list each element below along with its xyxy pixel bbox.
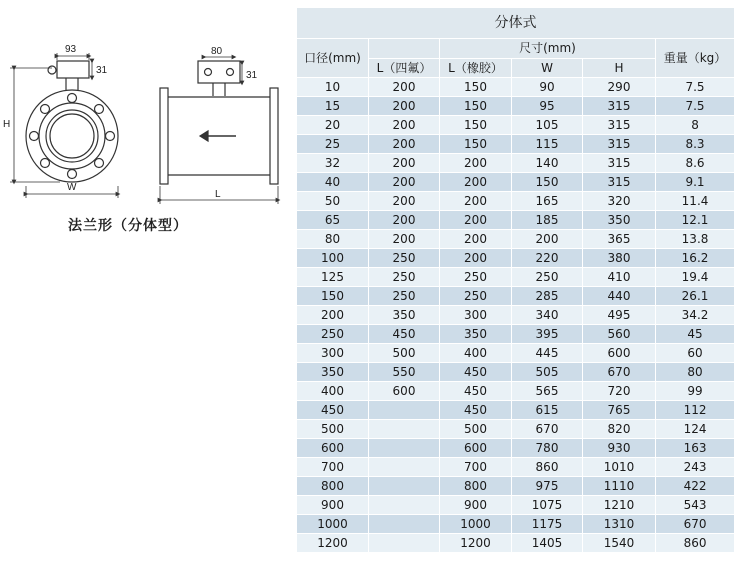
cell-h: 315 [583, 173, 656, 192]
table-row [297, 268, 735, 287]
cell-w: 185 [512, 211, 583, 230]
cell-diameter: 150 [297, 287, 369, 306]
table-row [297, 363, 735, 382]
cell-l-rubber: 150 [440, 116, 512, 135]
cell-h: 315 [583, 154, 656, 173]
cell-l-rubber: 350 [440, 325, 512, 344]
table-row [297, 458, 735, 477]
cell-l-rubber: 250 [440, 268, 512, 287]
cell-h: 380 [583, 249, 656, 268]
cell-l-rubber: 700 [440, 458, 512, 477]
cell-l-ptfe [369, 477, 440, 496]
cell-h: 1210 [583, 496, 656, 515]
cell-h: 1110 [583, 477, 656, 496]
cell-weight: 670 [656, 515, 735, 534]
cell-l-ptfe [369, 439, 440, 458]
cell-w: 395 [512, 325, 583, 344]
col-header-h: H [583, 58, 656, 78]
dim-side-right: 31 [246, 70, 258, 81]
cell-diameter: 10 [297, 78, 369, 97]
cell-l-ptfe: 200 [369, 230, 440, 249]
cell-weight: 8.6 [656, 154, 735, 173]
cell-diameter: 700 [297, 458, 369, 477]
cell-diameter: 800 [297, 477, 369, 496]
cell-diameter: 200 [297, 306, 369, 325]
cell-diameter: 20 [297, 116, 369, 135]
cell-l-ptfe [369, 515, 440, 534]
cell-h: 930 [583, 439, 656, 458]
cell-l-ptfe: 550 [369, 363, 440, 382]
cell-l-rubber: 400 [440, 344, 512, 363]
col-header-l-ptfe: L（四氟） [369, 58, 440, 78]
cell-diameter: 65 [297, 211, 369, 230]
table-row [297, 306, 735, 325]
cell-h: 410 [583, 268, 656, 287]
cell-weight: 19.4 [656, 268, 735, 287]
cell-h: 1540 [583, 534, 656, 553]
cell-w: 780 [512, 439, 583, 458]
cell-l-ptfe: 200 [369, 154, 440, 173]
flange-drawing [0, 0, 295, 561]
cell-weight: 7.5 [656, 78, 735, 97]
cell-l-ptfe [369, 420, 440, 439]
cell-l-rubber: 150 [440, 97, 512, 116]
cell-diameter: 900 [297, 496, 369, 515]
cell-diameter: 125 [297, 268, 369, 287]
dim-l: L [215, 189, 221, 200]
table-row [297, 325, 735, 344]
table-row [297, 135, 735, 154]
cell-w: 1405 [512, 534, 583, 553]
cell-h: 495 [583, 306, 656, 325]
cell-h: 440 [583, 287, 656, 306]
flange-drawing-svg [0, 0, 295, 230]
cell-h: 290 [583, 78, 656, 97]
cell-l-rubber: 150 [440, 78, 512, 97]
cell-h: 365 [583, 230, 656, 249]
cell-weight: 8.3 [656, 135, 735, 154]
cell-l-ptfe: 200 [369, 192, 440, 211]
cell-l-rubber: 800 [440, 477, 512, 496]
cell-l-rubber: 500 [440, 420, 512, 439]
cell-diameter: 1000 [297, 515, 369, 534]
cell-l-ptfe [369, 534, 440, 553]
cell-h: 315 [583, 135, 656, 154]
col-header-l-rubber: L（橡胶） [440, 58, 512, 78]
cell-weight: 7.5 [656, 97, 735, 116]
cell-weight: 80 [656, 363, 735, 382]
cell-l-rubber: 1200 [440, 534, 512, 553]
cell-weight: 163 [656, 439, 735, 458]
cell-l-ptfe: 200 [369, 116, 440, 135]
cell-l-ptfe [369, 496, 440, 515]
cell-diameter: 100 [297, 249, 369, 268]
cell-diameter: 400 [297, 382, 369, 401]
col-header-size-group: 尺寸(mm) [440, 39, 656, 59]
cell-w: 565 [512, 382, 583, 401]
cell-weight: 860 [656, 534, 735, 553]
cell-h: 1010 [583, 458, 656, 477]
col-header-diameter: 口径(mm) [297, 39, 369, 78]
cell-weight: 12.1 [656, 211, 735, 230]
cell-diameter: 300 [297, 344, 369, 363]
cell-h: 1310 [583, 515, 656, 534]
col-header-weight: 重量（kg） [656, 39, 735, 78]
cell-l-rubber: 450 [440, 363, 512, 382]
cell-diameter: 40 [297, 173, 369, 192]
cell-l-rubber: 200 [440, 249, 512, 268]
table-row [297, 211, 735, 230]
cell-weight: 112 [656, 401, 735, 420]
side-view [160, 61, 278, 184]
cell-weight: 34.2 [656, 306, 735, 325]
cell-l-ptfe: 450 [369, 325, 440, 344]
cell-h: 820 [583, 420, 656, 439]
table-row [297, 287, 735, 306]
cell-diameter: 25 [297, 135, 369, 154]
cell-l-ptfe: 250 [369, 287, 440, 306]
cell-l-rubber: 200 [440, 173, 512, 192]
cell-w: 860 [512, 458, 583, 477]
cell-weight: 422 [656, 477, 735, 496]
cell-w: 140 [512, 154, 583, 173]
cell-l-rubber: 1000 [440, 515, 512, 534]
cell-w: 115 [512, 135, 583, 154]
dim-top-left: 93 [65, 44, 77, 55]
cell-l-rubber: 900 [440, 496, 512, 515]
table-row [297, 192, 735, 211]
cell-l-ptfe: 200 [369, 78, 440, 97]
table-row [297, 97, 735, 116]
cell-l-ptfe: 600 [369, 382, 440, 401]
cell-diameter: 500 [297, 420, 369, 439]
cell-weight: 99 [656, 382, 735, 401]
cell-l-rubber: 200 [440, 211, 512, 230]
table-row [297, 401, 735, 420]
cell-l-ptfe: 500 [369, 344, 440, 363]
cell-l-rubber: 450 [440, 401, 512, 420]
cell-diameter: 350 [297, 363, 369, 382]
cell-weight: 243 [656, 458, 735, 477]
cell-weight: 543 [656, 496, 735, 515]
cell-weight: 16.2 [656, 249, 735, 268]
col-header-w: W [512, 58, 583, 78]
cell-l-rubber: 200 [440, 192, 512, 211]
cell-weight: 124 [656, 420, 735, 439]
table-row [297, 154, 735, 173]
cell-w: 150 [512, 173, 583, 192]
drawing-caption: 法兰形（分体型） [68, 218, 188, 234]
cell-l-ptfe: 200 [369, 211, 440, 230]
table-row [297, 534, 735, 553]
cell-h: 600 [583, 344, 656, 363]
cell-w: 1075 [512, 496, 583, 515]
dim-top-right: 80 [211, 46, 223, 57]
cell-diameter: 50 [297, 192, 369, 211]
cell-l-ptfe: 250 [369, 268, 440, 287]
cell-w: 975 [512, 477, 583, 496]
table-row [297, 477, 735, 496]
cell-w: 1175 [512, 515, 583, 534]
spec-table [296, 7, 735, 553]
cell-l-rubber: 250 [440, 287, 512, 306]
cell-l-ptfe [369, 401, 440, 420]
cell-diameter: 15 [297, 97, 369, 116]
cell-w: 165 [512, 192, 583, 211]
cell-w: 505 [512, 363, 583, 382]
cell-l-ptfe: 200 [369, 97, 440, 116]
table-row [297, 173, 735, 192]
cell-h: 315 [583, 116, 656, 135]
cell-w: 250 [512, 268, 583, 287]
cell-weight: 45 [656, 325, 735, 344]
cell-w: 105 [512, 116, 583, 135]
table-row [297, 382, 735, 401]
cell-l-ptfe [369, 458, 440, 477]
dim-w: W [67, 182, 77, 193]
cell-l-rubber: 150 [440, 135, 512, 154]
dim-h: H [3, 119, 11, 130]
cell-weight: 26.1 [656, 287, 735, 306]
table-row [297, 515, 735, 534]
table-row [297, 78, 735, 97]
dim-side-left: 31 [96, 65, 108, 76]
cell-l-ptfe: 350 [369, 306, 440, 325]
cell-l-ptfe: 200 [369, 135, 440, 154]
table-row [297, 249, 735, 268]
cell-diameter: 1200 [297, 534, 369, 553]
cell-l-rubber: 200 [440, 230, 512, 249]
cell-h: 315 [583, 97, 656, 116]
cell-h: 720 [583, 382, 656, 401]
cell-w: 340 [512, 306, 583, 325]
table-row [297, 439, 735, 458]
cell-diameter: 600 [297, 439, 369, 458]
cell-w: 445 [512, 344, 583, 363]
table-row [297, 344, 735, 363]
cell-l-ptfe: 200 [369, 173, 440, 192]
cell-weight: 13.8 [656, 230, 735, 249]
cell-w: 615 [512, 401, 583, 420]
table-row [297, 496, 735, 515]
cell-h: 320 [583, 192, 656, 211]
cell-diameter: 80 [297, 230, 369, 249]
table-title: 分体式 [297, 8, 735, 39]
cell-h: 560 [583, 325, 656, 344]
cell-w: 200 [512, 230, 583, 249]
cell-weight: 11.4 [656, 192, 735, 211]
cell-w: 95 [512, 97, 583, 116]
col-header-empty [369, 39, 440, 59]
cell-h: 350 [583, 211, 656, 230]
cell-diameter: 450 [297, 401, 369, 420]
table-row [297, 116, 735, 135]
cell-l-rubber: 200 [440, 154, 512, 173]
cell-w: 220 [512, 249, 583, 268]
cell-w: 670 [512, 420, 583, 439]
cell-l-rubber: 600 [440, 439, 512, 458]
cell-w: 90 [512, 78, 583, 97]
cell-h: 670 [583, 363, 656, 382]
table-row [297, 420, 735, 439]
table-row [297, 230, 735, 249]
cell-w: 285 [512, 287, 583, 306]
cell-l-rubber: 450 [440, 382, 512, 401]
cell-diameter: 32 [297, 154, 369, 173]
cell-weight: 8 [656, 116, 735, 135]
cell-h: 765 [583, 401, 656, 420]
cell-weight: 60 [656, 344, 735, 363]
cell-l-rubber: 300 [440, 306, 512, 325]
front-view [26, 61, 118, 182]
cell-l-ptfe: 250 [369, 249, 440, 268]
cell-diameter: 250 [297, 325, 369, 344]
cell-weight: 9.1 [656, 173, 735, 192]
